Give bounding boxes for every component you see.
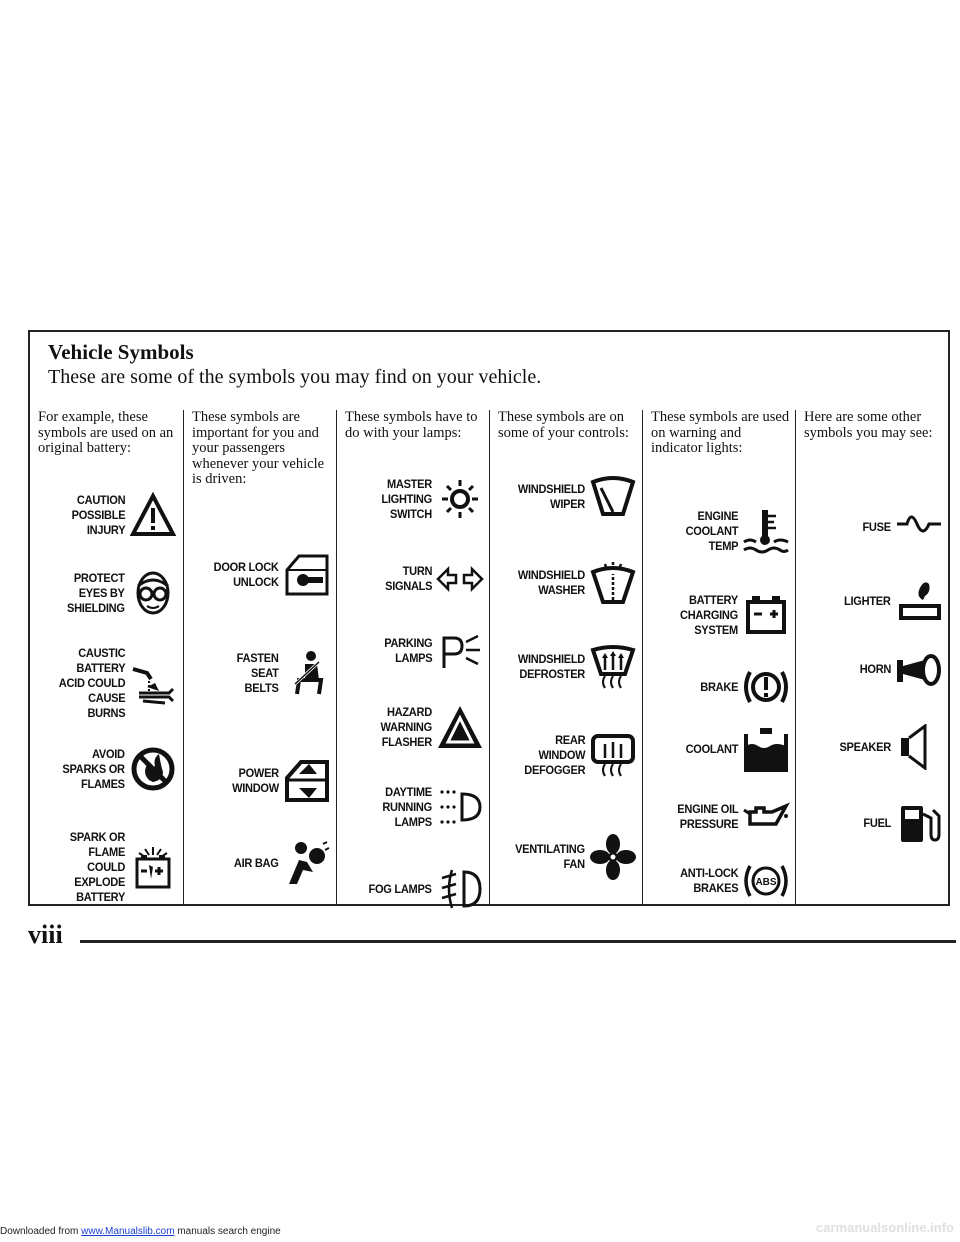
symbol-item	[337, 784, 490, 830]
symbol-label: CAUSTIC BATTERY ACID COULD CAUSE BURNS	[58, 646, 125, 720]
symbol-label: HORN	[859, 661, 891, 676]
fuse-icon	[895, 504, 943, 550]
symbol-label: FASTEN SEAT BELTS	[237, 650, 279, 695]
symbol-label: DOOR LOCK UNLOCK	[214, 560, 279, 589]
symbol-label: TURN SIGNALS	[384, 564, 432, 593]
footer-suffix: manuals search engine	[174, 1226, 281, 1237]
symbol-item	[643, 726, 796, 772]
fan-icon	[589, 834, 637, 880]
column-safety	[183, 410, 336, 904]
symbol-label: WINDSHIELD WIPER	[517, 482, 585, 511]
symbol-item	[796, 800, 949, 846]
vehicle-symbols-panel	[28, 330, 950, 906]
symbol-item	[184, 650, 337, 696]
symbol-item	[337, 556, 490, 602]
symbol-label: AIR BAG	[234, 855, 279, 870]
footer-prefix: Downloaded from	[0, 1226, 82, 1237]
eye-shield-icon	[129, 570, 177, 616]
speaker-icon	[895, 724, 943, 770]
symbol-label: ENGINE COOLANT TEMP	[685, 508, 738, 553]
coolant-temp-icon	[742, 508, 790, 554]
power-window-icon	[283, 758, 331, 804]
symbol-item	[643, 858, 796, 904]
column-lamps	[336, 410, 489, 904]
symbol-label: FUEL	[863, 815, 891, 830]
symbol-item	[337, 866, 490, 912]
symbol-item	[30, 492, 183, 538]
symbol-item	[490, 560, 643, 606]
fuel-pump-icon	[895, 800, 943, 846]
symbol-label: SPEAKER	[839, 739, 891, 754]
symbol-label: REAR WINDOW DEFOGGER	[524, 732, 585, 777]
symbol-item	[30, 830, 183, 905]
column-battery	[30, 410, 183, 904]
acid-burn-icon	[129, 661, 177, 707]
column-intro: For example, these symbols are used on an original battery:	[38, 409, 174, 456]
symbol-label: PROTECT EYES BY SHIELDING	[67, 570, 125, 615]
section-subtitle: These are some of the symbols you may find on your vehicle.	[48, 366, 542, 388]
symbol-item	[337, 476, 490, 522]
symbol-label: SPARK OR FLAME COULD EXPLODE BATTERY	[69, 830, 125, 904]
symbol-item	[30, 646, 183, 721]
symbol-item	[643, 664, 796, 710]
symbol-label: WINDSHIELD DEFROSTER	[517, 652, 585, 681]
symbol-label: PARKING LAMPS	[383, 636, 432, 665]
symbol-item	[184, 758, 337, 804]
hazard-triangle-icon	[436, 704, 484, 750]
symbol-item	[643, 794, 796, 840]
caution-triangle-icon	[129, 492, 177, 538]
symbol-label: FUSE	[862, 519, 891, 534]
column-intro: These symbols are used on warning and indicator lights:	[651, 409, 790, 456]
watermark: carmanualsonline.info	[816, 1220, 954, 1235]
symbol-item	[490, 834, 643, 880]
symbol-label: DAYTIME RUNNING LAMPS	[382, 784, 432, 829]
symbol-label: FOG LAMPS	[368, 881, 432, 896]
symbol-item	[796, 504, 949, 550]
symbol-item	[796, 578, 949, 624]
column-warning-lights	[642, 410, 795, 904]
symbol-item	[184, 840, 337, 886]
brake-icon	[742, 664, 790, 710]
front-defrost-icon	[589, 644, 637, 690]
horn-icon	[895, 646, 943, 692]
wiper-icon	[589, 474, 637, 520]
symbol-item	[490, 732, 643, 778]
rear-defog-icon	[589, 732, 637, 778]
abs-icon	[742, 858, 790, 904]
symbol-label: WINDSHIELD WASHER	[517, 568, 585, 597]
symbol-label: MASTER LIGHTING SWITCH	[381, 476, 432, 521]
battery-explode-icon	[129, 845, 177, 891]
symbol-label: COOLANT	[685, 741, 738, 756]
symbol-item	[643, 508, 796, 554]
column-other	[795, 410, 948, 904]
column-intro: These symbols are on some of your controls:	[498, 409, 629, 441]
daytime-lamps-icon	[436, 784, 484, 830]
symbol-label: CAUTION POSSIBLE INJURY	[71, 492, 125, 537]
symbol-label: HAZARD WARNING FLASHER	[380, 704, 432, 749]
symbol-label: AVOID SPARKS OR FLAMES	[62, 746, 125, 791]
symbol-item	[796, 724, 949, 770]
coolant-level-icon	[742, 726, 790, 772]
symbol-item	[337, 628, 490, 674]
symbol-item	[337, 704, 490, 750]
master-lighting-icon	[436, 476, 484, 522]
symbol-label: LIGHTER	[844, 593, 891, 608]
section-title: Vehicle Symbols	[48, 340, 194, 364]
parking-lamps-icon	[436, 628, 484, 674]
air-bag-icon	[283, 840, 331, 886]
symbol-item	[30, 570, 183, 616]
symbol-label: ENGINE OIL PRESSURE	[676, 802, 738, 831]
symbol-item	[796, 646, 949, 692]
column-intro: These symbols have to do with your lamps:	[345, 409, 478, 441]
seat-belt-icon	[283, 650, 331, 696]
manualslib-link[interactable]: www.Manualslib.com	[81, 1226, 175, 1237]
oil-can-icon	[742, 794, 790, 840]
symbol-label: BRAKE	[700, 679, 738, 694]
column-intro: Here are some other symbols you may see:	[804, 409, 933, 441]
no-flame-icon	[129, 746, 177, 792]
symbol-item	[490, 474, 643, 520]
column-controls	[489, 410, 642, 904]
footer-rule	[80, 940, 956, 943]
svg-text:ABS: ABS	[755, 877, 777, 888]
symbol-label: VENTILATING FAN	[515, 842, 585, 871]
symbol-item	[30, 746, 183, 792]
symbol-label: BATTERY CHARGING SYSTEM	[680, 592, 738, 637]
column-intro: These symbols are important for you and your passengers whenever your vehicle is driven:	[192, 409, 325, 487]
download-footer	[0, 1226, 281, 1237]
lighter-icon	[895, 578, 943, 624]
symbol-label: ANTI-LOCK BRAKES	[679, 866, 738, 895]
fog-lamps-icon	[436, 866, 484, 912]
washer-icon	[589, 560, 637, 606]
symbol-item	[184, 552, 337, 598]
turn-signal-icon	[436, 556, 484, 602]
symbol-item	[490, 644, 643, 690]
door-lock-icon	[283, 552, 331, 598]
page-number: viii	[28, 920, 63, 949]
symbol-item	[643, 592, 796, 638]
battery-icon	[742, 592, 790, 638]
symbol-label: POWER WINDOW	[232, 766, 279, 795]
